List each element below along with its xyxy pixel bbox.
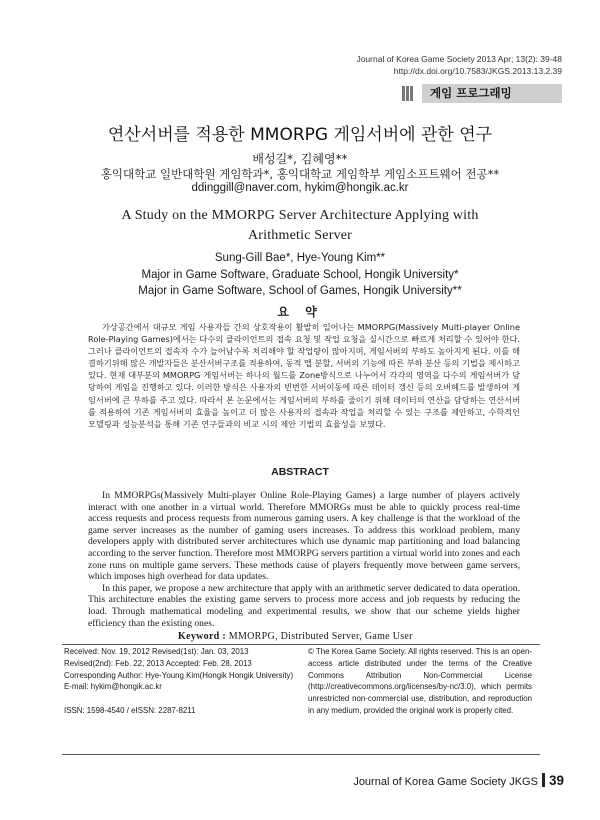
korean-abstract-text: 가상공간에서 대규모 게임 사용자들 간의 상호작용이 활발히 일어나는 MMORPG(Massively Multi-player Online Role-Playing Games)에서는 다수의 클라이언트의 접속 요청 및 작업 요청을 실시간으로 빠르게 처리할 수 있어야 한다. 그러나 클라이언트의 접속자 수가 늘어남수록 처리해야 할 작업량이 많아지며, 게임서버의 부하도 높아지게 된다. 이를 해결하기위해 많은 개발자들은 분산서버구조를 적용하여, 동적 맵 분할, 서버의 기능에 따른 부하 분산 등의 기법을 제시하고 있다. 현재 대부분의 MMORPG 게임서버는 하나의 월드를 Zone방식으로 나누어서 각각의 영역을 다수의 게임서버가 담당하여 게임을 진행하고 있다. 이러한 방식은 사용자의 빈번한 서버이동에 따른 데이터 갱신 등의 오버헤드를 발생하여 게임서버에 큰 부하를 주고 있다. 따라서 본 논문에서는 게임서버의 부하를 줄이기 위해 데이터의 연산을 담당하는 연산서버를 적용하여 기존 게임서버의 효율을 높이고 더 많은 사용자의 접속과 작업을 처리할 수 있는 구조를 제안하고, 수학적인 모델링과 성능분석을 통해 기존 연구들과의 비교 시의 제안 기법의 효율성을 보였다. bbox=[88, 322, 520, 429]
issn: ISSN: 1598-4540 / eISSN: 2287-8211 bbox=[64, 705, 196, 715]
english-title bbox=[0, 206, 600, 246]
english-title-line1: A Study on the MMORPG Server Architecture Applying with bbox=[121, 208, 479, 223]
corresponding-author: Corresponding Author: Hye-Young Kim(Hongik Hongik University) bbox=[64, 670, 294, 680]
info-top-rule bbox=[62, 644, 540, 645]
revised-accepted-date: Revised(2nd): Feb. 22, 2013 Accepted: Feb. 28, 2013 bbox=[64, 658, 252, 668]
corresponding-email: E-mail: hykim@hongik.ac.kr bbox=[64, 682, 162, 692]
footer-journal: Journal of Korea Game Society JKGS bbox=[353, 776, 538, 788]
received-date: Received: Nov. 19, 2012 Revised(1st): Jan. 03, 2013 bbox=[64, 647, 249, 656]
english-abstract-paragraph-1: In MMORPGs(Massively Multi-player Online Role-Playing Games) a large number of players actively interact with one another in a virtual world. Therefore MMORGs must be able to quickly process real-time access requests and process requests from numerous gaming users. A key challenge is that the workload of the game server increases as the number of gaming users increases. To address this workload problem, many developers apply with distributed server architectures which use dynamic map partitioning and load balancing according to the server function. Therefore most MMORPG servers partition a virtual world into zones and each zone runs on multiple game servers. These methods cause of players frequently move between game servers, which imposes high overhead for data updates. bbox=[88, 490, 520, 583]
korean-abstract-heading: 요 약 bbox=[277, 305, 323, 319]
english-abstract-paragraph-2: In this paper, we propose a new architecture that apply with an arithmetic server dedicated to data operation. This architecture enables the existing game servers to process more access and job requests by reducing the load. Through mathematical modeling and experimental results, we show that our scheme yields higher efficiency than the existing ones. bbox=[88, 582, 520, 629]
page-number: 39 bbox=[548, 773, 564, 788]
english-title-line2: Arithmetic Server bbox=[247, 228, 353, 243]
journal-citation: Journal of Korea Game Society 2013 Apr; 13(2): 39-48 bbox=[356, 54, 562, 64]
category-bars-decoration bbox=[402, 86, 416, 101]
korean-authors: 배성길*, 김혜영** bbox=[252, 152, 348, 166]
korean-title: 연산서버를 적용한 MMORPG 게임서버에 관한 연구 bbox=[107, 125, 493, 145]
english-affiliation-2: Major in Game Software, School of Games, Hongik University** bbox=[138, 285, 462, 297]
submission-info bbox=[64, 646, 294, 717]
info-bottom-rule bbox=[62, 754, 540, 755]
abstract-heading: ABSTRACT bbox=[271, 466, 329, 478]
korean-affiliations: 홍익대학교 일반대학원 게임학과*, 홍익대학교 게임학부 게임소프트웨어 전공** bbox=[100, 167, 500, 181]
keyword-text: MMORPG, Distributed Server, Game User bbox=[228, 631, 413, 642]
author-emails: ddinggill@naver.com, hykim@hongik.ac.kr bbox=[191, 182, 409, 194]
english-abstract bbox=[88, 490, 520, 629]
license-notice: © The Korea Game Society. All rights reserved. This is an open-access article distributed under the terms of the Creative Commons Attribution Non-Commercial License (http://creativecommons.org/licenses/by-nc/3.0), which permits unrestricted non-commercial use, distribution, and reproduction in any medium, provided the original work is properly cited. bbox=[308, 647, 532, 715]
english-affiliation-1: Major in Game Software, Graduate School, Hongik University* bbox=[141, 269, 459, 281]
keyword-label: Keyword : bbox=[178, 631, 226, 642]
doi-link[interactable]: http://dx.doi.org/10.7583/JKGS.2013.13.2.39 bbox=[393, 66, 562, 76]
category-label: 게임 프로그래밍 bbox=[422, 84, 562, 103]
english-authors: Sung-Gill Bae*, Hye-Young Kim** bbox=[214, 252, 386, 264]
keywords bbox=[178, 631, 413, 642]
page-footer bbox=[353, 773, 564, 788]
korean-abstract bbox=[88, 321, 520, 430]
footer-separator bbox=[542, 773, 545, 787]
